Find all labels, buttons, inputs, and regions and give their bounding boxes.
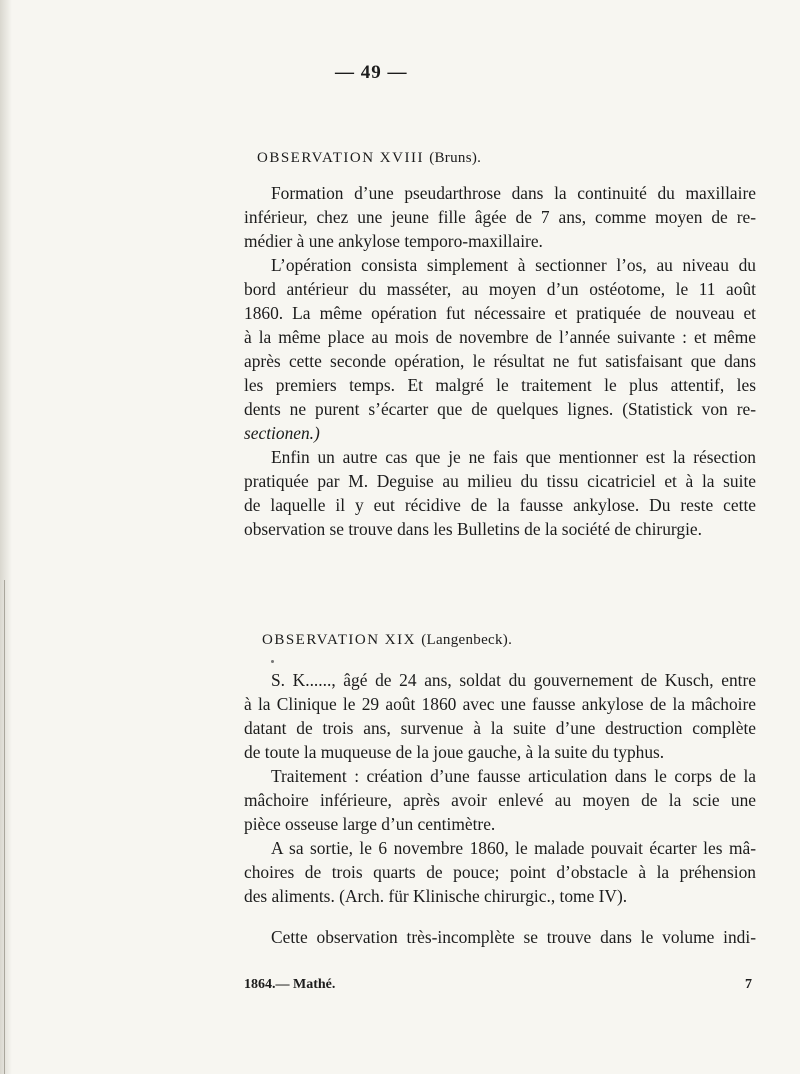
text-line: Formation d’une pseudarthrose dans la continuité du maxillaire	[271, 183, 756, 203]
text-line: médier à une ankylose temporo-maxillaire.	[244, 231, 543, 251]
observation-18-title: OBSERVATION XVIII	[257, 150, 424, 166]
text-line: observation se trouve dans les Bulletins de la société de chirurgie.	[244, 519, 702, 539]
text-line: Traitement : création d’une fausse articulation dans le corps de la	[271, 766, 756, 786]
text-line: Enfin un autre cas que je ne fais que mentionner est la résection	[271, 447, 756, 467]
footer-signature: 1864.— Mathé.	[244, 977, 336, 992]
footer-signature-mark: 7	[745, 977, 752, 992]
text-line: pièce osseuse large d’un centimètre.	[244, 814, 496, 834]
text-line: inférieur, chez une jeune fille âgée de 7 ans, comme moyen de re-	[244, 207, 756, 227]
observation-19-heading	[262, 632, 512, 649]
text-line: les premiers temps. Et malgré le traitement le plus attentif, les	[244, 375, 756, 395]
text-line: choires de trois quarts de pouce; point d’obstacle à la préhension	[244, 862, 756, 882]
observation-19-title: OBSERVATION XIX	[262, 632, 416, 648]
page-number: — 49 —	[335, 62, 408, 83]
binding-edge	[4, 580, 5, 1074]
text-line: bord antérieur du masséter, au moyen d’un ostéotome, le 11 août	[244, 279, 756, 299]
binding-shadow	[0, 0, 12, 1074]
text-line: après cette seconde opération, le résultat ne fut satisfaisant que dans	[244, 351, 756, 371]
text-line: L’opération consista simplement à sectionner l’os, au niveau du	[271, 255, 756, 275]
text-line: dents ne purent s’écarter que de quelques lignes. (Statistick von re-	[244, 399, 756, 419]
observation-18-author: (Bruns).	[429, 150, 482, 166]
text-line: S. K......, âgé de 24 ans, soldat du gouvernement de Kusch, entre	[271, 670, 756, 690]
text-line: à la Clinique le 29 août 1860 avec une fausse ankylose de la mâchoire	[244, 694, 756, 714]
text-line: 1860. La même opération fut nécessaire et pratiquée de nouveau et	[244, 303, 756, 323]
text-line: mâchoire inférieure, après avoir enlevé au moyen de la scie une	[244, 790, 756, 810]
text-line: des aliments. (Arch. für Klinische chirurgic., tome IV).	[244, 886, 628, 906]
text-line: à la même place au mois de novembre de l’année suivante : et même	[244, 327, 756, 347]
observation-18-heading	[257, 150, 481, 167]
text-line: Cette observation très-incomplète se trouve dans le volume indi-	[271, 927, 756, 947]
text-line: sectionen.)	[244, 423, 320, 443]
text-line: datant de trois ans, survenue à la suite d’une destruction complète	[244, 718, 756, 738]
observation-19-author: (Langenbeck).	[421, 632, 513, 648]
text-line: de laquelle il y eut récidive de la fausse ankylose. Du reste cette	[244, 495, 756, 515]
text-line: A sa sortie, le 6 novembre 1860, le malade pouvait écarter les mâ-	[271, 838, 756, 858]
text-line: de toute la muqueuse de la joue gauche, à la suite du typhus.	[244, 742, 665, 762]
ink-speck	[271, 660, 274, 663]
text-line: pratiquée par M. Deguise au milieu du tissu cicatriciel et à la suite	[244, 471, 756, 491]
